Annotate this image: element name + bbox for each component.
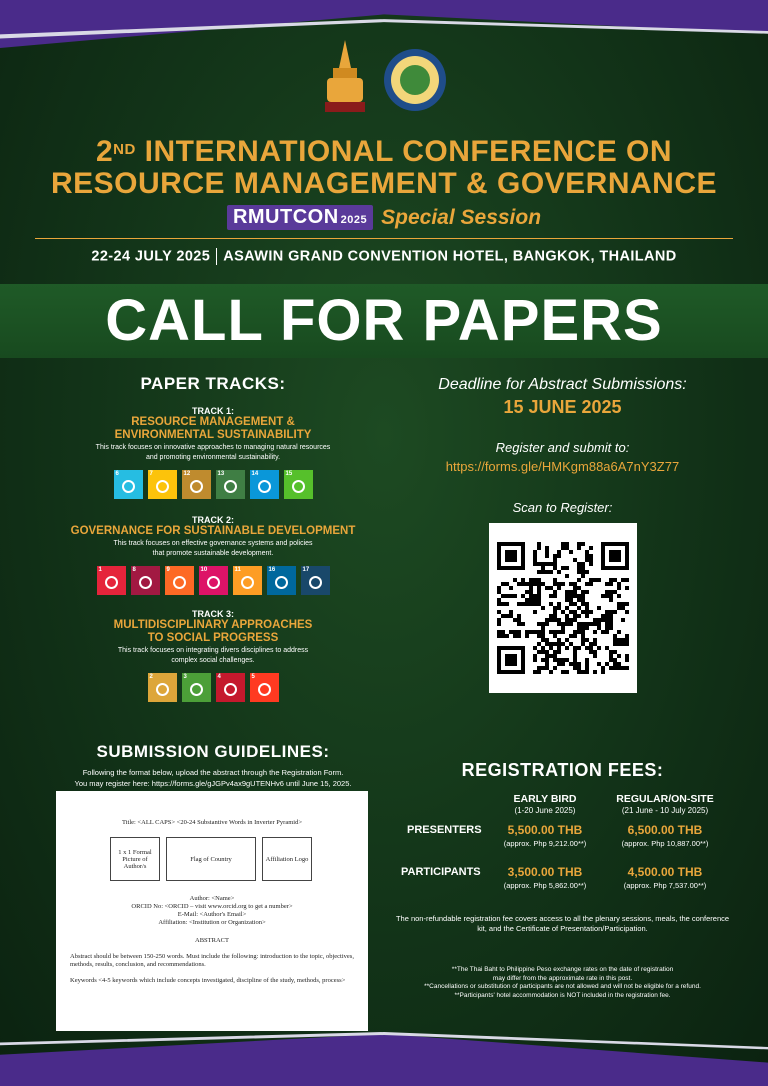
special-session-label: Special Session <box>381 205 542 229</box>
sdg-symbol-icon <box>173 576 186 589</box>
sdg-symbol-icon <box>258 683 271 696</box>
sdg-symbol-icon <box>190 683 203 696</box>
divider <box>35 238 733 239</box>
sdg-symbol-icon <box>105 576 118 589</box>
deadline-label: Deadline for Abstract Submissions: <box>438 376 687 393</box>
date-venue <box>0 248 768 265</box>
presenters-label: PRESENTERS <box>407 824 482 836</box>
sdg-8-icon <box>131 566 160 595</box>
footnotes <box>395 966 730 1000</box>
sdg-1-icon <box>97 566 126 595</box>
affiliation-logo-box <box>262 837 312 881</box>
register-label: Register and submit to: <box>495 440 630 455</box>
sdg-number: 14 <box>251 471 259 477</box>
sdg-17-icon <box>301 566 330 595</box>
sdg-13-icon <box>216 470 245 499</box>
footnote: **The Thai Baht to Philippine Peso exchange rates on the date of registration <box>451 966 674 973</box>
sdg-11-icon <box>233 566 262 595</box>
abstract-text: Abstract should be between 150-250 words. Must include the following: introduction to the topic, objectives, methods, results, conclusion, and recommendations. <box>70 953 354 968</box>
sdg-symbol-icon <box>292 480 305 493</box>
track-title: ENVIRONMENTAL SUSTAINABILITY <box>114 429 312 441</box>
affiliation-line: Affiliation: <Institution or Organization> <box>158 919 266 926</box>
sdg-number: 10 <box>200 567 208 573</box>
fee-note: The non-refundable registration fee covers access to all the plenary sessions, meals, the conference kit, and the Certificate of Presentation/Participation. <box>395 914 730 933</box>
sdg-symbol-icon <box>224 683 237 696</box>
keywords-text: Keywords <4-5 keywords which include concepts investigated, discipline of the study, methods, process> <box>70 977 346 984</box>
paper-tracks <box>38 374 388 702</box>
track-title: GOVERNANCE FOR SUSTAINABLE DEVELOPMENT <box>70 525 356 537</box>
email-line: E-Mail: <Author's Email> <box>177 911 247 918</box>
sdg-number: 17 <box>302 567 310 573</box>
sdg-9-icon <box>165 566 194 595</box>
sdg-5-icon <box>250 673 279 702</box>
sdg-7-icon <box>148 470 177 499</box>
regular-label: REGULAR/ON-SITE <box>616 793 714 805</box>
price-approx: (approx. Php 10,887.00**) <box>621 839 709 848</box>
sdg-number: 6 <box>115 471 119 477</box>
participant-early-price <box>485 866 605 891</box>
special-session-row <box>0 205 768 230</box>
sdg-15-icon <box>284 470 313 499</box>
early-bird-header <box>485 794 605 816</box>
separator <box>216 248 217 265</box>
sdg-symbol-icon <box>309 576 322 589</box>
sdg-number: 8 <box>132 567 136 573</box>
sdg-number: 16 <box>268 567 276 573</box>
author-photo-box <box>110 837 160 881</box>
sdg-number: 1 <box>98 567 102 573</box>
participants-label: PARTICIPANTS <box>401 866 481 878</box>
sdg-icons <box>38 673 388 702</box>
sdg-number: 12 <box>183 471 191 477</box>
badge-year: 2025 <box>340 214 368 226</box>
qr-code[interactable] <box>489 523 637 693</box>
logos <box>0 38 768 118</box>
title-line1: INTERNATIONAL CONFERENCE ON <box>135 135 673 168</box>
deadline-date: 15 JUNE 2025 <box>503 397 622 417</box>
flag-label: Flag of Country <box>190 855 232 863</box>
regular-dates: (21 June - 10 July 2025) <box>621 806 709 815</box>
sdg-symbol-icon <box>275 576 288 589</box>
presenter-early-price <box>485 824 605 849</box>
sdg-4-icon <box>216 673 245 702</box>
registration-fees <box>395 760 730 933</box>
submission-info <box>395 376 730 698</box>
price-value: 4,500.00 THB <box>627 865 703 879</box>
sdg-number: 3 <box>183 674 187 680</box>
sdg-symbol-icon <box>156 683 169 696</box>
event-venue: ASAWIN GRAND CONVENTION HOTEL, BANGKOK, THAILAND <box>223 248 677 265</box>
guidelines-text: Following the format below, upload the abstract through the Registration Form. <box>82 768 344 777</box>
presenter-regular-price <box>605 824 725 849</box>
track-title: MULTIDISCIPLINARY APPROACHES <box>113 619 313 631</box>
flag-box <box>166 837 256 881</box>
sdg-number: 9 <box>166 567 170 573</box>
guidelines-heading: SUBMISSION GUIDELINES: <box>96 742 330 761</box>
sdg-2-icon <box>148 673 177 702</box>
sdg-icons <box>38 470 388 499</box>
sdg-3-icon <box>182 673 211 702</box>
price-approx: (approx. Php 7,537.00**) <box>623 881 707 890</box>
badge-text: RMUTCON <box>232 206 339 228</box>
price-approx: (approx. Php 9,212.00**) <box>503 839 587 848</box>
conference-title <box>0 136 768 200</box>
price-value: 3,500.00 THB <box>507 865 583 879</box>
author-photo-label: 1 x 1 Formal Picture of Author/s <box>118 848 152 870</box>
footnote: **Cancellations or substitution of participants are not allowed and will not be eligible for a refund. <box>424 983 701 990</box>
university-seal-icon <box>383 48 447 112</box>
author-block <box>56 895 368 927</box>
sdg-number: 11 <box>234 567 241 573</box>
sdg-14-icon <box>250 470 279 499</box>
title-line2: RESOURCE MANAGEMENT & GOVERNANCE <box>50 167 718 200</box>
track-description: that promote sustainable development. <box>152 550 274 557</box>
sdg-symbol-icon <box>156 480 169 493</box>
participant-regular-price <box>605 866 725 891</box>
scan-label: Scan to Register: <box>512 500 613 515</box>
sdg-number: 2 <box>149 674 153 680</box>
track-3 <box>38 609 388 702</box>
sdg-symbol-icon <box>224 480 237 493</box>
register-link[interactable]: https://forms.gle/HMKgm88a6A7nY3Z77 <box>445 459 680 474</box>
sdg-symbol-icon <box>207 576 220 589</box>
track-title: TO SOCIAL PROGRESS <box>147 632 279 644</box>
track-number: TRACK 1: <box>192 406 234 416</box>
sdg-symbol-icon <box>139 576 152 589</box>
guidelines-link-text[interactable]: You may register here: https://forms.gle/gJGPv4ax9gUTENHv6 until June 15, 2025. <box>74 779 352 788</box>
sdg-10-icon <box>199 566 228 595</box>
tracks-heading: PAPER TRACKS: <box>140 374 286 393</box>
early-bird-label: EARLY BIRD <box>513 793 577 805</box>
affiliation-logo-label: Affiliation Logo <box>265 855 309 863</box>
footnote: **Participants' hotel accommodation is NOT included in the registration fee. <box>454 991 671 999</box>
track-description: This track focuses on effective governance systems and policies <box>113 540 313 547</box>
rmutcon-badge <box>227 205 373 230</box>
abstract-template <box>56 791 368 1031</box>
rmut-logo-icon <box>321 38 369 118</box>
sdg-12-icon <box>182 470 211 499</box>
price-value: 5,500.00 THB <box>507 823 583 837</box>
orcid-line: ORCID No: <ORCID – visit www.orcid.org to get a number> <box>131 903 293 910</box>
sdg-icons <box>38 566 388 595</box>
track-number: TRACK 3: <box>192 609 234 619</box>
sdg-16-icon <box>267 566 296 595</box>
sdg-symbol-icon <box>190 480 203 493</box>
track-description: This track focuses on innovative approaches to managing natural resources <box>95 444 331 451</box>
sdg-number: 4 <box>217 674 221 680</box>
early-bird-dates: (1-20 June 2025) <box>514 806 576 815</box>
submission-guidelines <box>38 742 388 788</box>
track-title: RESOURCE MANAGEMENT & <box>131 416 295 428</box>
title-ordinal-suffix: ND <box>113 141 136 158</box>
sdg-number: 15 <box>285 471 293 477</box>
sdg-symbol-icon <box>241 576 254 589</box>
footnote: may differ from the approximate rate in this post. <box>492 974 633 982</box>
sdg-symbol-icon <box>122 480 135 493</box>
track-number: TRACK 2: <box>192 515 234 525</box>
sdg-number: 5 <box>251 674 255 680</box>
track-description: and promoting environmental sustainability. <box>145 454 281 461</box>
regular-header <box>605 794 725 816</box>
sdg-symbol-icon <box>258 480 271 493</box>
abstract-heading: ABSTRACT <box>195 937 229 944</box>
call-for-papers-heading: CALL FOR PAPERS <box>105 288 663 353</box>
track-1 <box>38 406 388 499</box>
event-dates: 22-24 JULY 2025 <box>91 248 211 265</box>
track-description: This track focuses on integrating divers disciplines to address <box>117 647 309 654</box>
price-approx: (approx. Php 5,862.00**) <box>503 881 587 890</box>
sdg-6-icon <box>114 470 143 499</box>
sdg-number: 13 <box>217 471 225 477</box>
sdg-number: 7 <box>149 471 153 477</box>
price-value: 6,500.00 THB <box>627 823 703 837</box>
title-ordinal: 2 <box>95 135 114 168</box>
fees-heading: REGISTRATION FEES: <box>461 760 664 780</box>
author-line: Author: <Name> <box>189 895 235 902</box>
track-2 <box>38 515 388 595</box>
template-title: Title: <ALL CAPS> <20-24 Substantive Words in Inverter Pyramid> <box>121 819 302 826</box>
track-description: complex social challenges. <box>171 657 255 664</box>
